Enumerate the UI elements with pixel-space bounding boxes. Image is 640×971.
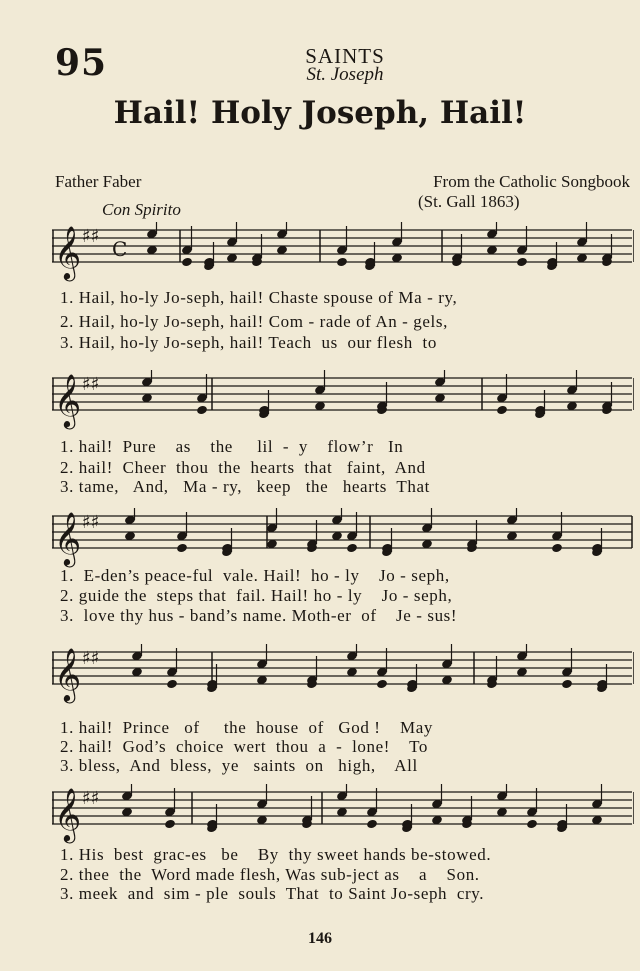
lyric-line: 3. tame, And, Ma - ry, keep the hearts That [60, 477, 430, 496]
note-head [346, 543, 358, 554]
music-system-1 [52, 222, 634, 282]
category-heading: SAINTS [305, 44, 385, 68]
lyric-line: 3. meek and sim - ple souls That to Saint Jo-seph cry. [60, 884, 485, 903]
time-signature-icon: C [112, 237, 128, 261]
lyric-line: 1. hail! Prince of the house of God ! May [60, 718, 433, 737]
lyric-line: 3. Hail, ho-ly Jo-seph, hail! Teach us our flesh to [60, 333, 437, 352]
lyric-line: 1. Hail, ho-ly Jo-seph, hail! Chaste spouse of Ma - ry, [60, 288, 458, 307]
lyric-line: 1. His best grac-es be By thy sweet hands be-stowed. [60, 845, 492, 864]
hymn-number: 95 [55, 42, 108, 84]
key-signature-icon: ♯♯ [82, 788, 100, 809]
source-date: (St. Gall 1863) [418, 192, 520, 211]
music-system-3 [52, 508, 634, 568]
lyric-line: 1. E-den’s peace-ful vale. Hail! ho - ly Jo - seph, [60, 566, 450, 585]
note-head [516, 257, 528, 268]
lyric-line: 2. hail! Cheer thou the hearts that faint, And [60, 458, 426, 477]
lyric-line: 2. hail! God’s choice wert thou a - lone! To [60, 737, 428, 756]
lyric-line: 1. hail! Pure as the lil - y flow’r In [60, 437, 404, 456]
staff-3 [52, 508, 634, 568]
lyric-line: 3. bless, And bless, ye saints on high, All [60, 756, 418, 775]
key-signature-icon: ♯♯ [82, 648, 100, 669]
treble-clef-icon: 𝄞 [54, 787, 82, 841]
key-signature-icon: ♯♯ [82, 226, 100, 247]
note-head [526, 819, 538, 830]
note-head [366, 819, 378, 830]
treble-clef-icon: 𝄞 [54, 373, 82, 427]
note-head [196, 405, 208, 416]
source-credit: From the Catholic Songbook [433, 172, 630, 191]
music-system-4 [52, 644, 634, 704]
hymn-title: Hail! Holy Joseph, Hail! [113, 95, 527, 131]
note-head [376, 679, 388, 690]
note-head [181, 257, 193, 268]
page-number: 146 [308, 930, 332, 947]
note-head [496, 405, 508, 416]
music-system-5 [52, 784, 634, 844]
subcategory-heading: St. Joseph [306, 64, 384, 85]
note-head [561, 679, 573, 690]
key-signature-icon: ♯♯ [82, 512, 100, 533]
key-signature-icon: ♯♯ [82, 374, 100, 395]
lyric-line: 2. Hail, ho-ly Jo-seph, hail! Com - rade of An - gels, [60, 312, 448, 331]
staff-5 [52, 784, 634, 844]
treble-clef-icon: 𝄞 [54, 511, 82, 565]
music-system-2 [52, 370, 634, 430]
lyric-line: 2. guide the steps that fail. Hail! ho - ly Jo - seph, [60, 586, 453, 605]
note-head [176, 543, 188, 554]
lyric-line: 2. thee the Word made flesh, Was sub-ject as a Son. [60, 865, 480, 884]
note-head [336, 257, 348, 268]
treble-clef-icon: 𝄞 [54, 225, 82, 279]
staff-4 [52, 644, 634, 704]
treble-clef-icon: 𝄞 [54, 647, 82, 701]
lyric-line: 3. love thy hus - band’s name. Moth-er of Je - sus! [60, 606, 458, 625]
note-head [166, 679, 178, 690]
note-head [164, 819, 176, 830]
staff-1 [52, 222, 634, 282]
note-head [551, 543, 563, 554]
staff-2 [52, 370, 634, 430]
author-credit: Father Faber [55, 172, 142, 191]
tempo-marking: Con Spirito [102, 200, 181, 219]
